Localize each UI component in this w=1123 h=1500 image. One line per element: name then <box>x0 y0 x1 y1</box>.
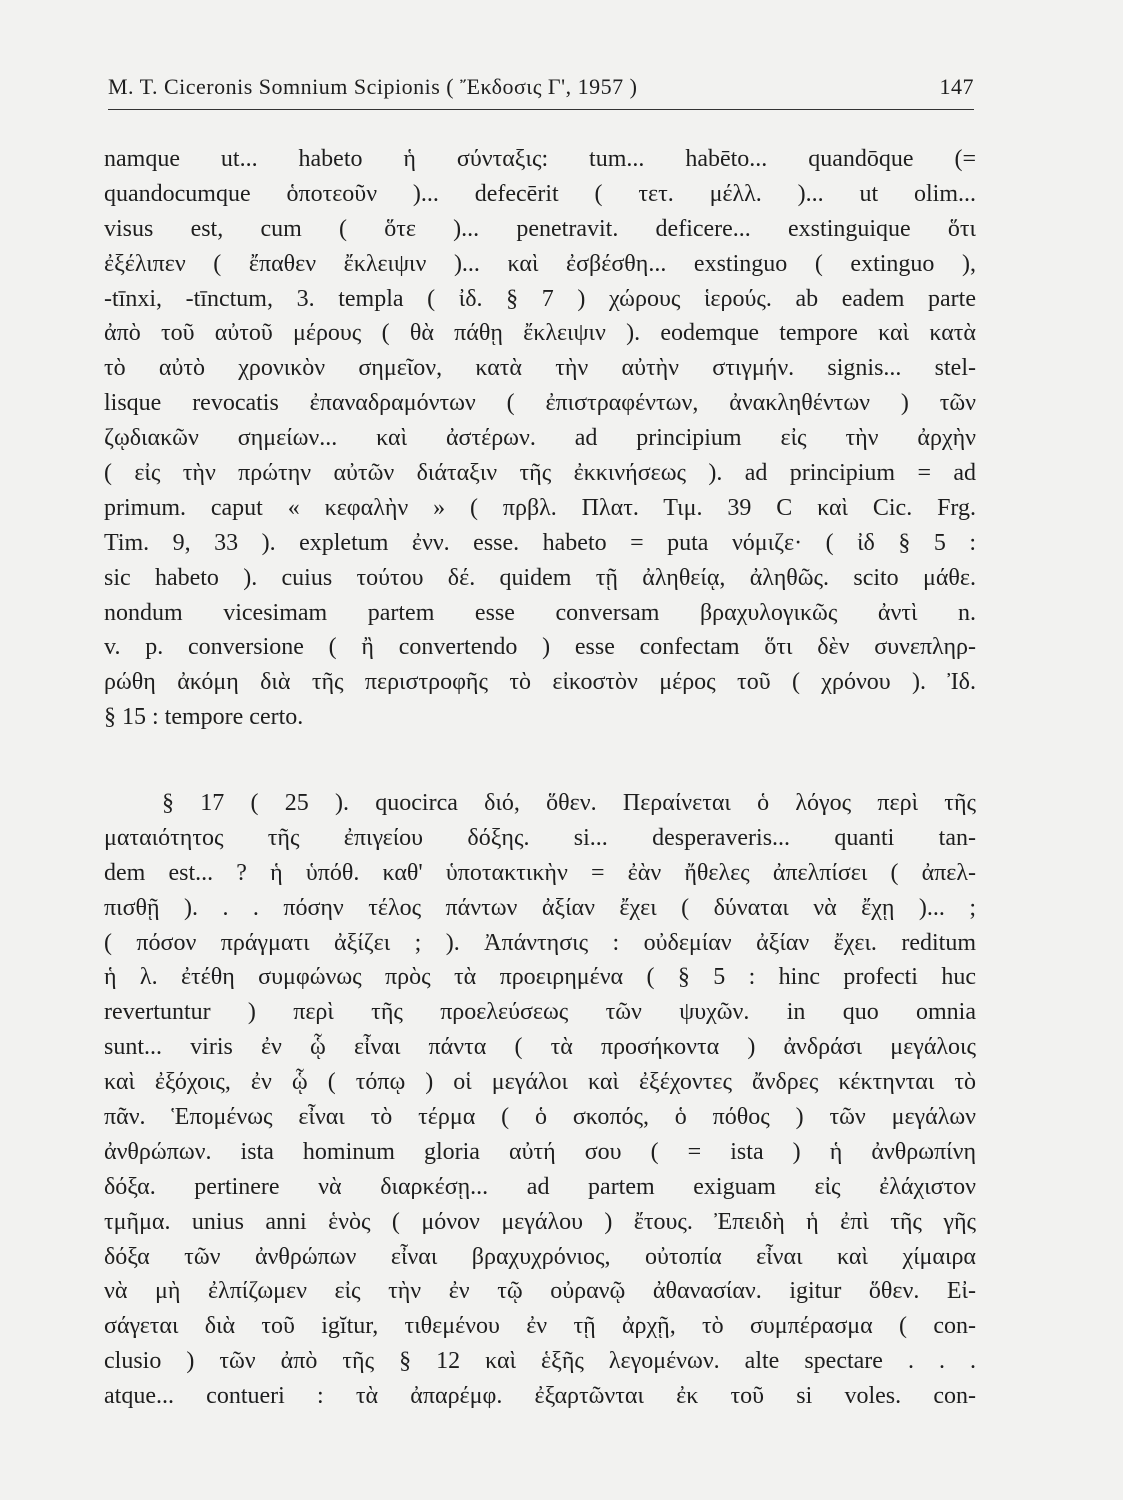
text-line: ἀνθρώπων. ista hominum gloria αὐτή σου ( = ista ) ἡ ἀνθρωπίνη <box>104 1138 976 1165</box>
paragraph-1 <box>104 142 976 735</box>
text-line: visus est, cum ( ὅτε )... penetravit. deficere... exstinguique ὅτι <box>104 215 976 242</box>
text-line: ( πόσον πράγματι ἀξίζει ; ). Ἀπάντησις : οὐδεμίαν ἀξίαν ἔχει. reditum <box>104 929 976 956</box>
text-line: quandocumque ὁποτεοῦν )... defecērit ( τετ. μέλλ. )... ut olim... <box>104 180 976 207</box>
text-line: namque ut... habeto ἡ σύνταξις: tum... habēto... quandōque (= <box>104 146 976 172</box>
text-line: sunt... viris ἐν ᾧ εἶναι πάντα ( τὰ προσήκοντα ) ἀνδράσι μεγάλοις <box>104 1034 976 1061</box>
text-line: σάγεται διὰ τοῦ igĭtur, τιθεμένου ἐν τῇ ἀρχῇ, τὸ συμπέρασμα ( con- <box>104 1313 976 1340</box>
header-rule <box>108 109 974 110</box>
text-line: καὶ ἐξόχοις, ἐν ᾧ ( τόπῳ ) οἱ μεγάλοι καὶ ἐξέχοντες ἄνδρες κέκτηνται τὸ <box>104 1069 976 1096</box>
text-line: clusio ) τῶν ἀπὸ τῆς § 12 καὶ ἑξῆς λεγομένων. alte spectare . . . <box>104 1348 976 1375</box>
text-line: § 17 ( 25 ). quocirca διό, ὅθεν. Περαίνεται ὁ λόγος περὶ τῆς <box>162 790 976 816</box>
page-number: 147 <box>939 74 974 99</box>
text-line: ( εἰς τὴν πρώτην αὐτῶν διάταξιν τῆς ἐκκινήσεως ). ad principium = ad <box>104 460 976 487</box>
text-line: πισθῇ ). . . πόσην τέλος πάντων ἀξίαν ἔχει ( δύναται νὰ ἔχῃ )... ; <box>104 894 976 921</box>
running-header <box>108 74 974 106</box>
text-line: revertuntur ) περὶ τῆς προελεύσεως τῶν ψυχῶν. in quo omnia <box>104 999 976 1026</box>
text-line: πᾶν. Ἑπομένως εἶναι τὸ τέρμα ( ὁ σκοπός, ὁ πόθος ) τῶν μεγάλων <box>104 1104 976 1131</box>
text-line: lisque revocatis ἐπαναδραμόντων ( ἐπιστραφέντων, ἀνακληθέντων ) τῶν <box>104 390 976 417</box>
text-line: νὰ μὴ ἐλπίζωμεν εἰς τὴν ἐν τῷ οὐρανῷ ἀθανασίαν. igitur ὅθεν. Εἰ- <box>104 1278 976 1305</box>
text-line: ἀπὸ τοῦ αὐτοῦ μέρους ( θὰ πάθῃ ἔκλειψιν ). eodemque tempore καὶ κατὰ <box>104 320 976 347</box>
paragraph-2 <box>104 786 976 1414</box>
text-line: v. p. conversione ( ἢ convertendo ) esse confectam ὅτι δὲν συνεπληρ- <box>104 634 976 661</box>
text-line: -tīnxi, -tīnctum, 3. templa ( ἰδ. § 7 ) χώρους ἱερούς. ab eadem parte <box>104 285 976 312</box>
text-line: ζῳδιακῶν σημείων... καὶ ἀστέρων. ad principium εἰς τὴν ἀρχὴν <box>104 425 976 452</box>
text-line: atque... contueri : τὰ ἀπαρέμφ. ἐξαρτῶνται ἐκ τοῦ si voles. con- <box>104 1383 976 1410</box>
text-line: δόξα τῶν ἀνθρώπων εἶναι βραχυχρόνιος, οὐτοπία εἶναι καὶ χίμαιρα <box>104 1243 976 1270</box>
text-line: § 15 : tempore certo. <box>104 704 304 731</box>
text-line: ἐξέλιπεν ( ἔπαθεν ἔκλειψιν )... καὶ ἐσβέσθη... exstinguo ( extinguo ), <box>104 250 976 277</box>
text-line: primum. caput « κεφαλὴν » ( πρβλ. Πλατ. Τιμ. 39 C καὶ Cic. Frg. <box>104 494 976 521</box>
text-line: ρώθη ἀκόμη διὰ τῆς περιστροφῆς τὸ εἰκοστὸν μέρος τοῦ ( χρόνου ). Ἰδ. <box>104 669 976 696</box>
text-line: τὸ αὐτὸ χρονικὸν σημεῖον, κατὰ τὴν αὐτὴν στιγμήν. signis... stel- <box>104 355 976 382</box>
running-title: M. T. Ciceronis Somnium Scipionis ( Ἔκδοσις Γ', 1957 ) <box>108 74 638 99</box>
text-line: ἡ λ. ἐτέθη συμφώνως πρὸς τὰ προειρημένα ( § 5 : hinc profecti huc <box>104 964 976 991</box>
text-line: nondum vicesimam partem esse conversam βραχυλογικῶς ἀντὶ n. <box>104 599 976 626</box>
text-line: δόξα. pertinere νὰ διαρκέσῃ... ad partem exiguam εἰς ἐλάχιστον <box>104 1173 976 1200</box>
text-line: τμῆμα. unius anni ἑνὸς ( μόνον μεγάλου ) ἔτους. Ἐπειδὴ ἡ ἐπὶ τῆς γῆς <box>104 1208 976 1235</box>
text-line: ματαιότητος τῆς ἐπιγείου δόξης. si... desperaveris... quanti tan- <box>104 824 976 851</box>
text-line: sic habeto ). cuius τούτου δέ. quidem τῇ ἀληθείᾳ, ἀληθῶς. scito μάθε. <box>104 564 976 591</box>
text-line: Tim. 9, 33 ). expletum ἐνν. esse. habeto = puta νόμιζε· ( ἰδ § 5 : <box>104 529 976 556</box>
text-line: dem est... ? ἡ ὑπόθ. καθ' ὑποτακτικὴν = ἐὰν ἤθελες ἀπελπίσει ( ἀπελ- <box>104 859 976 886</box>
